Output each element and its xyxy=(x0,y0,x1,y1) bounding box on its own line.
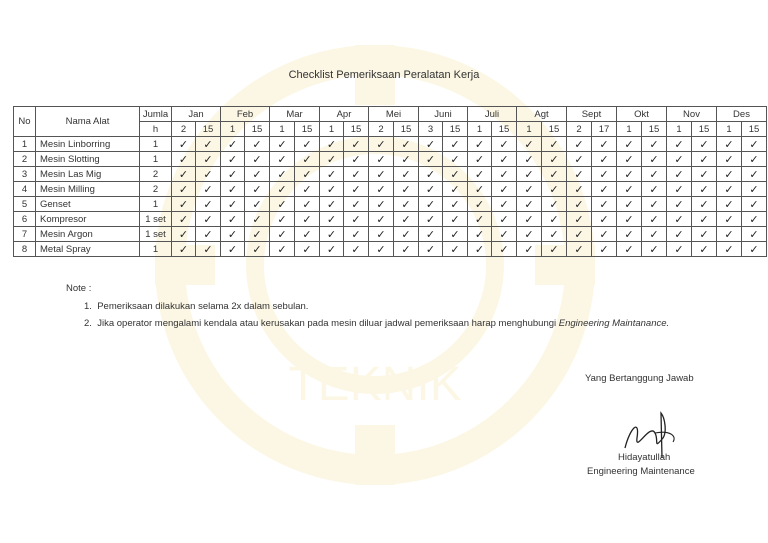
equipment-qty: 1 set xyxy=(140,227,172,242)
check-mark-cell: ✓ xyxy=(667,167,692,182)
table-row xyxy=(14,137,767,152)
check-mark-cell: ✓ xyxy=(295,212,320,227)
check-mark-cell: ✓ xyxy=(567,152,592,167)
check-mark-cell: ✓ xyxy=(567,182,592,197)
check-mark-cell: ✓ xyxy=(295,167,320,182)
notes-list xyxy=(84,298,669,332)
check-mark-cell: ✓ xyxy=(517,227,542,242)
check-mark-cell: ✓ xyxy=(468,137,492,152)
row-number: 5 xyxy=(14,197,36,212)
check-mark-cell: ✓ xyxy=(567,227,592,242)
check-mark-cell: ✓ xyxy=(592,152,617,167)
check-mark-cell: ✓ xyxy=(369,197,394,212)
check-mark-cell: ✓ xyxy=(221,137,245,152)
check-mark-cell: ✓ xyxy=(492,197,517,212)
header-month: Mar xyxy=(270,107,320,122)
check-mark-cell: ✓ xyxy=(692,167,717,182)
header-day: 15 xyxy=(245,122,270,137)
check-mark-cell: ✓ xyxy=(419,167,443,182)
header-day: 15 xyxy=(394,122,419,137)
header-day: 17 xyxy=(592,122,617,137)
check-mark-cell: ✓ xyxy=(394,182,419,197)
check-mark-cell: ✓ xyxy=(468,212,492,227)
check-mark-cell: ✓ xyxy=(567,167,592,182)
check-mark-cell: ✓ xyxy=(517,182,542,197)
check-mark-cell: ✓ xyxy=(592,137,617,152)
check-mark-cell: ✓ xyxy=(692,182,717,197)
table-row xyxy=(14,212,767,227)
check-mark-cell: ✓ xyxy=(468,242,492,257)
check-mark-cell: ✓ xyxy=(492,212,517,227)
equipment-name: Kompresor xyxy=(36,212,140,227)
check-mark-cell: ✓ xyxy=(196,197,221,212)
check-mark-cell: ✓ xyxy=(617,167,642,182)
check-mark-cell: ✓ xyxy=(617,242,642,257)
header-day: 15 xyxy=(196,122,221,137)
check-mark-cell: ✓ xyxy=(742,212,767,227)
check-mark-cell: ✓ xyxy=(517,242,542,257)
watermark-text: TEKNIK xyxy=(288,358,462,411)
header-month: Feb xyxy=(221,107,270,122)
check-mark-cell: ✓ xyxy=(717,137,742,152)
equipment-name: Mesin Linborring xyxy=(36,137,140,152)
check-mark-cell: ✓ xyxy=(443,227,468,242)
check-mark-cell: ✓ xyxy=(320,227,344,242)
check-mark-cell: ✓ xyxy=(468,227,492,242)
check-mark-cell: ✓ xyxy=(221,212,245,227)
check-mark-cell: ✓ xyxy=(642,167,667,182)
check-mark-cell: ✓ xyxy=(245,152,270,167)
check-mark-cell: ✓ xyxy=(295,182,320,197)
check-mark-cell: ✓ xyxy=(344,152,369,167)
check-mark-cell: ✓ xyxy=(492,227,517,242)
table-row xyxy=(14,167,767,182)
equipment-name: Mesin Milling xyxy=(36,182,140,197)
note-item: 1. Pemeriksaan dilakukan selama 2x dalam sebulan. xyxy=(84,301,309,312)
check-mark-cell: ✓ xyxy=(717,227,742,242)
check-mark-cell: ✓ xyxy=(344,212,369,227)
check-mark-cell: ✓ xyxy=(492,137,517,152)
check-mark-cell: ✓ xyxy=(742,137,767,152)
check-mark-cell: ✓ xyxy=(369,167,394,182)
check-mark-cell: ✓ xyxy=(172,242,196,257)
header-day: 15 xyxy=(295,122,320,137)
signer-name: Hidayatullah xyxy=(618,452,671,463)
check-mark-cell: ✓ xyxy=(369,242,394,257)
checklist-table xyxy=(13,106,767,257)
note-item: 2. Jika operator mengalami kendala atau kerusakan pada mesin diluar jadwal pemeriksaan harap menghubungi Engineering Maintanance. xyxy=(84,318,670,329)
check-mark-cell: ✓ xyxy=(295,197,320,212)
check-mark-cell: ✓ xyxy=(196,137,221,152)
row-number: 6 xyxy=(14,212,36,227)
check-mark-cell: ✓ xyxy=(419,197,443,212)
check-mark-cell: ✓ xyxy=(443,212,468,227)
check-mark-cell: ✓ xyxy=(369,227,394,242)
check-mark-cell: ✓ xyxy=(344,242,369,257)
check-mark-cell: ✓ xyxy=(295,152,320,167)
check-mark-cell: ✓ xyxy=(492,182,517,197)
header-month: Mei xyxy=(369,107,419,122)
check-mark-cell: ✓ xyxy=(667,227,692,242)
table-row xyxy=(14,152,767,167)
equipment-qty: 1 set xyxy=(140,212,172,227)
check-mark-cell: ✓ xyxy=(592,167,617,182)
equipment-name: Mesin Slotting xyxy=(36,152,140,167)
check-mark-cell: ✓ xyxy=(692,137,717,152)
check-mark-cell: ✓ xyxy=(692,242,717,257)
check-mark-cell: ✓ xyxy=(394,167,419,182)
check-mark-cell: ✓ xyxy=(717,182,742,197)
check-mark-cell: ✓ xyxy=(320,242,344,257)
check-mark-cell: ✓ xyxy=(270,242,295,257)
header-month: Des xyxy=(717,107,767,122)
check-mark-cell: ✓ xyxy=(295,137,320,152)
check-mark-cell: ✓ xyxy=(542,167,567,182)
check-mark-cell: ✓ xyxy=(196,242,221,257)
check-mark-cell: ✓ xyxy=(245,182,270,197)
check-mark-cell: ✓ xyxy=(542,242,567,257)
signature-label: Yang Bertanggung Jawab xyxy=(585,373,694,384)
equipment-name: Mesin Las Mig xyxy=(36,167,140,182)
check-mark-cell: ✓ xyxy=(617,182,642,197)
check-mark-cell: ✓ xyxy=(642,152,667,167)
check-mark-cell: ✓ xyxy=(517,212,542,227)
check-mark-cell: ✓ xyxy=(270,227,295,242)
check-mark-cell: ✓ xyxy=(567,197,592,212)
row-number: 7 xyxy=(14,227,36,242)
check-mark-cell: ✓ xyxy=(567,212,592,227)
row-number: 1 xyxy=(14,137,36,152)
check-mark-cell: ✓ xyxy=(642,197,667,212)
row-number: 2 xyxy=(14,152,36,167)
check-mark-cell: ✓ xyxy=(369,212,394,227)
row-number: 4 xyxy=(14,182,36,197)
check-mark-cell: ✓ xyxy=(245,227,270,242)
header-month: Juli xyxy=(468,107,517,122)
check-mark-cell: ✓ xyxy=(369,182,394,197)
check-mark-cell: ✓ xyxy=(617,152,642,167)
check-mark-cell: ✓ xyxy=(492,167,517,182)
check-mark-cell: ✓ xyxy=(592,197,617,212)
header-day: 1 xyxy=(320,122,344,137)
check-mark-cell: ✓ xyxy=(592,227,617,242)
check-mark-cell: ✓ xyxy=(717,212,742,227)
equipment-name: Mesin Argon xyxy=(36,227,140,242)
signer-title: Engineering Maintenance xyxy=(587,466,695,477)
check-mark-cell: ✓ xyxy=(172,197,196,212)
check-mark-cell: ✓ xyxy=(667,152,692,167)
check-mark-cell: ✓ xyxy=(221,182,245,197)
header-day: 3 xyxy=(419,122,443,137)
check-mark-cell: ✓ xyxy=(717,167,742,182)
check-mark-cell: ✓ xyxy=(617,212,642,227)
check-mark-cell: ✓ xyxy=(567,137,592,152)
check-mark-cell: ✓ xyxy=(221,227,245,242)
check-mark-cell: ✓ xyxy=(542,152,567,167)
row-number: 8 xyxy=(14,242,36,257)
table-row xyxy=(14,242,767,257)
check-mark-cell: ✓ xyxy=(517,152,542,167)
check-mark-cell: ✓ xyxy=(295,242,320,257)
check-mark-cell: ✓ xyxy=(245,242,270,257)
header-month: Okt xyxy=(617,107,667,122)
check-mark-cell: ✓ xyxy=(419,212,443,227)
row-number: 3 xyxy=(14,167,36,182)
check-mark-cell: ✓ xyxy=(394,137,419,152)
header-day: 1 xyxy=(270,122,295,137)
check-mark-cell: ✓ xyxy=(172,227,196,242)
check-mark-cell: ✓ xyxy=(667,212,692,227)
check-mark-cell: ✓ xyxy=(642,242,667,257)
check-mark-cell: ✓ xyxy=(196,227,221,242)
check-mark-cell: ✓ xyxy=(270,167,295,182)
check-mark-cell: ✓ xyxy=(320,212,344,227)
check-mark-cell: ✓ xyxy=(196,167,221,182)
equipment-qty: 2 xyxy=(140,167,172,182)
check-mark-cell: ✓ xyxy=(245,212,270,227)
check-mark-cell: ✓ xyxy=(369,152,394,167)
check-mark-cell: ✓ xyxy=(320,152,344,167)
header-day: 2 xyxy=(172,122,196,137)
check-mark-cell: ✓ xyxy=(692,197,717,212)
check-mark-cell: ✓ xyxy=(245,137,270,152)
check-mark-cell: ✓ xyxy=(443,197,468,212)
header-day: 1 xyxy=(517,122,542,137)
header-qty: Jumla xyxy=(140,107,172,122)
check-mark-cell: ✓ xyxy=(492,242,517,257)
check-mark-cell: ✓ xyxy=(172,137,196,152)
check-mark-cell: ✓ xyxy=(667,197,692,212)
header-month: Jan xyxy=(172,107,221,122)
check-mark-cell: ✓ xyxy=(394,197,419,212)
check-mark-cell: ✓ xyxy=(270,212,295,227)
equipment-name: Genset xyxy=(36,197,140,212)
equipment-qty: 2 xyxy=(140,182,172,197)
check-mark-cell: ✓ xyxy=(221,197,245,212)
check-mark-cell: ✓ xyxy=(542,182,567,197)
check-mark-cell: ✓ xyxy=(221,167,245,182)
check-mark-cell: ✓ xyxy=(344,227,369,242)
check-mark-cell: ✓ xyxy=(344,197,369,212)
check-mark-cell: ✓ xyxy=(369,137,394,152)
header-day: 15 xyxy=(344,122,369,137)
check-mark-cell: ✓ xyxy=(295,227,320,242)
header-month: Nov xyxy=(667,107,717,122)
header-day: 2 xyxy=(567,122,592,137)
check-mark-cell: ✓ xyxy=(394,152,419,167)
check-mark-cell: ✓ xyxy=(245,167,270,182)
check-mark-cell: ✓ xyxy=(468,197,492,212)
check-mark-cell: ✓ xyxy=(517,167,542,182)
check-mark-cell: ✓ xyxy=(443,137,468,152)
check-mark-cell: ✓ xyxy=(419,242,443,257)
check-mark-cell: ✓ xyxy=(692,227,717,242)
check-mark-cell: ✓ xyxy=(642,227,667,242)
check-mark-cell: ✓ xyxy=(717,152,742,167)
check-mark-cell: ✓ xyxy=(592,182,617,197)
check-mark-cell: ✓ xyxy=(245,197,270,212)
check-mark-cell: ✓ xyxy=(468,152,492,167)
check-mark-cell: ✓ xyxy=(196,152,221,167)
header-day: 15 xyxy=(742,122,767,137)
table-row xyxy=(14,197,767,212)
check-mark-cell: ✓ xyxy=(344,182,369,197)
header-month: Sept xyxy=(567,107,617,122)
header-day: 15 xyxy=(443,122,468,137)
check-mark-cell: ✓ xyxy=(717,242,742,257)
check-mark-cell: ✓ xyxy=(692,152,717,167)
header-qty-cont: h xyxy=(140,122,172,137)
header-day: 1 xyxy=(468,122,492,137)
check-mark-cell: ✓ xyxy=(542,212,567,227)
equipment-name: Metal Spray xyxy=(36,242,140,257)
table-row xyxy=(14,227,767,242)
check-mark-cell: ✓ xyxy=(443,152,468,167)
header-month: Apr xyxy=(320,107,369,122)
header-day: 1 xyxy=(221,122,245,137)
header-day: 15 xyxy=(642,122,667,137)
check-mark-cell: ✓ xyxy=(567,242,592,257)
equipment-qty: 1 xyxy=(140,152,172,167)
check-mark-cell: ✓ xyxy=(270,182,295,197)
header-name: Nama Alat xyxy=(36,107,140,137)
header-day: 15 xyxy=(542,122,567,137)
check-mark-cell: ✓ xyxy=(443,182,468,197)
check-mark-cell: ✓ xyxy=(667,182,692,197)
check-mark-cell: ✓ xyxy=(542,197,567,212)
header-day: 1 xyxy=(667,122,692,137)
check-mark-cell: ✓ xyxy=(172,167,196,182)
check-mark-cell: ✓ xyxy=(419,182,443,197)
header-day: 1 xyxy=(717,122,742,137)
check-mark-cell: ✓ xyxy=(517,197,542,212)
check-mark-cell: ✓ xyxy=(642,137,667,152)
check-mark-cell: ✓ xyxy=(592,242,617,257)
check-mark-cell: ✓ xyxy=(196,212,221,227)
check-mark-cell: ✓ xyxy=(172,152,196,167)
check-mark-cell: ✓ xyxy=(468,182,492,197)
check-mark-cell: ✓ xyxy=(419,227,443,242)
header-month: Juni xyxy=(419,107,468,122)
check-mark-cell: ✓ xyxy=(221,242,245,257)
header-no: No xyxy=(14,107,36,137)
page-title: Checklist Pemeriksaan Peralatan Kerja xyxy=(288,69,480,81)
check-mark-cell: ✓ xyxy=(270,137,295,152)
check-mark-cell: ✓ xyxy=(320,182,344,197)
table-row xyxy=(14,182,767,197)
check-mark-cell: ✓ xyxy=(717,197,742,212)
check-mark-cell: ✓ xyxy=(320,167,344,182)
header-month: Agt xyxy=(517,107,567,122)
check-mark-cell: ✓ xyxy=(270,197,295,212)
check-mark-cell: ✓ xyxy=(742,242,767,257)
equipment-qty: 1 xyxy=(140,197,172,212)
header-day: 15 xyxy=(492,122,517,137)
check-mark-cell: ✓ xyxy=(642,212,667,227)
check-mark-cell: ✓ xyxy=(642,182,667,197)
check-mark-cell: ✓ xyxy=(419,152,443,167)
check-mark-cell: ✓ xyxy=(492,152,517,167)
header-day: 2 xyxy=(369,122,394,137)
check-mark-cell: ✓ xyxy=(172,212,196,227)
check-mark-cell: ✓ xyxy=(172,182,196,197)
check-mark-cell: ✓ xyxy=(617,227,642,242)
check-mark-cell: ✓ xyxy=(667,242,692,257)
check-mark-cell: ✓ xyxy=(742,197,767,212)
check-mark-cell: ✓ xyxy=(419,137,443,152)
header-day: 1 xyxy=(617,122,642,137)
check-mark-cell: ✓ xyxy=(617,197,642,212)
check-mark-cell: ✓ xyxy=(742,152,767,167)
check-mark-cell: ✓ xyxy=(742,182,767,197)
check-mark-cell: ✓ xyxy=(344,137,369,152)
check-mark-cell: ✓ xyxy=(196,182,221,197)
check-mark-cell: ✓ xyxy=(221,152,245,167)
check-mark-cell: ✓ xyxy=(443,242,468,257)
note-heading: Note : xyxy=(66,283,92,294)
check-mark-cell: ✓ xyxy=(617,137,642,152)
check-mark-cell: ✓ xyxy=(270,152,295,167)
header-day: 15 xyxy=(692,122,717,137)
check-mark-cell: ✓ xyxy=(443,167,468,182)
check-mark-cell: ✓ xyxy=(692,212,717,227)
check-mark-cell: ✓ xyxy=(742,167,767,182)
check-mark-cell: ✓ xyxy=(394,242,419,257)
check-mark-cell: ✓ xyxy=(667,137,692,152)
equipment-qty: 1 xyxy=(140,137,172,152)
check-mark-cell: ✓ xyxy=(344,167,369,182)
check-mark-cell: ✓ xyxy=(394,212,419,227)
check-mark-cell: ✓ xyxy=(320,197,344,212)
check-mark-cell: ✓ xyxy=(320,137,344,152)
check-mark-cell: ✓ xyxy=(517,137,542,152)
check-mark-cell: ✓ xyxy=(542,137,567,152)
equipment-qty: 1 xyxy=(140,242,172,257)
check-mark-cell: ✓ xyxy=(542,227,567,242)
check-mark-cell: ✓ xyxy=(742,227,767,242)
check-mark-cell: ✓ xyxy=(468,167,492,182)
check-mark-cell: ✓ xyxy=(394,227,419,242)
check-mark-cell: ✓ xyxy=(592,212,617,227)
